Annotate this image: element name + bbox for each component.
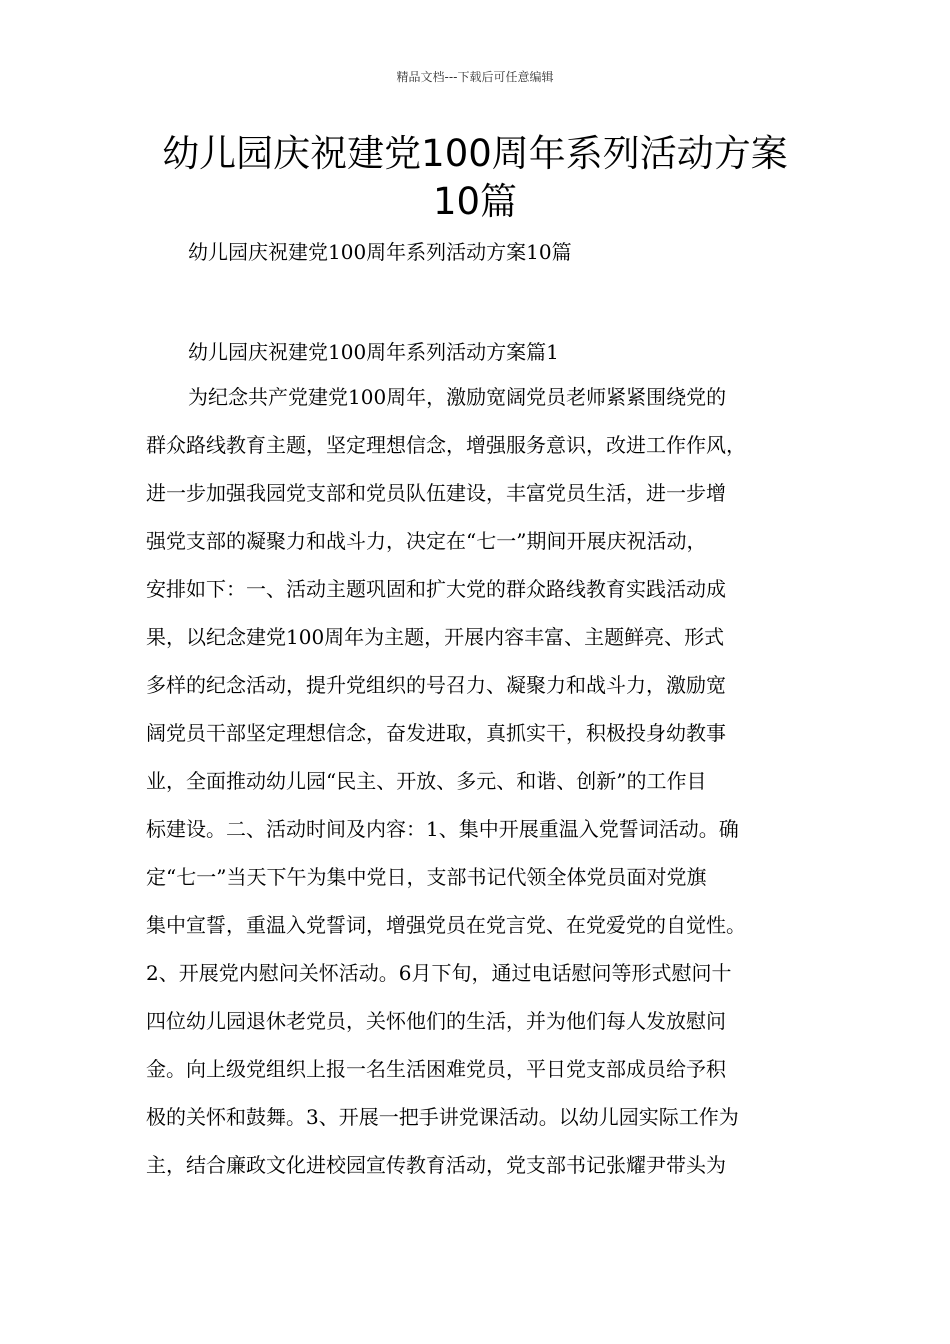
body-line: 定“七一”当天下午为集中党日，支部书记代领全体党员面对党旗 [146,865,707,889]
body-line: 果，以纪念建党100周年为主题，开展内容丰富、主题鲜亮、形式 [146,625,725,649]
body-line: 群众路线教育主题，坚定理想信念，增强服务意识，改进工作作风， [146,433,746,457]
title-line-2: 10篇 [432,180,518,223]
body-line: 2、开展党内慰问关怀活动。6月下旬，通过电话慰问等形式慰问十 [146,961,732,985]
body-line: 为纪念共产党建党100周年，激励宽阔党员老师紧紧围绕党的 [188,385,727,409]
document-title [100,130,850,226]
title-line-1: 幼儿园庆祝建党100周年系列活动方案 [162,132,788,175]
body-line: 进一步加强我园党支部和党员队伍建设，丰富党员生活，进一步增 [146,481,726,505]
body-line: 极的关怀和鼓舞。3、开展一把手讲党课活动。以幼儿园实际工作为 [146,1105,739,1129]
document-subtitle: 幼儿园庆祝建党100周年系列活动方案10篇 [188,240,572,264]
body-line: 四位幼儿园退休老党员，关怀他们的生活，并为他们每人发放慰问 [146,1009,726,1033]
body-line: 业，全面推动幼儿园“民主、开放、多元、和谐、创新”的工作目 [146,769,707,793]
section-heading: 幼儿园庆祝建党100周年系列活动方案篇1 [188,340,559,364]
body-line: 集中宣誓，重温入党誓词，增强党员在党言党、在党爱党的自觉性。 [146,913,746,937]
body-line: 多样的纪念活动，提升党组织的号召力、凝聚力和战斗力，激励宽 [146,673,726,697]
body-line: 主，结合廉政文化进校园宣传教育活动，党支部书记张耀尹带头为 [146,1153,726,1177]
body-line: 标建设。二、活动时间及内容：1、集中开展重温入党誓词活动。确 [146,817,739,841]
body-text [146,383,816,1199]
header-note: 精品文档---下载后可任意编辑 [396,70,554,84]
body-line: 金。向上级党组织上报一名生活困难党员，平日党支部成员给予积 [146,1057,726,1081]
body-line: 强党支部的凝聚力和战斗力，决定在“七一”期间开展庆祝活动， [146,529,707,553]
body-line: 阔党员干部坚定理想信念，奋发进取，真抓实干，积极投身幼教事 [146,721,726,745]
body-line: 安排如下：一、活动主题巩固和扩大党的群众路线教育实践活动成 [146,577,726,601]
